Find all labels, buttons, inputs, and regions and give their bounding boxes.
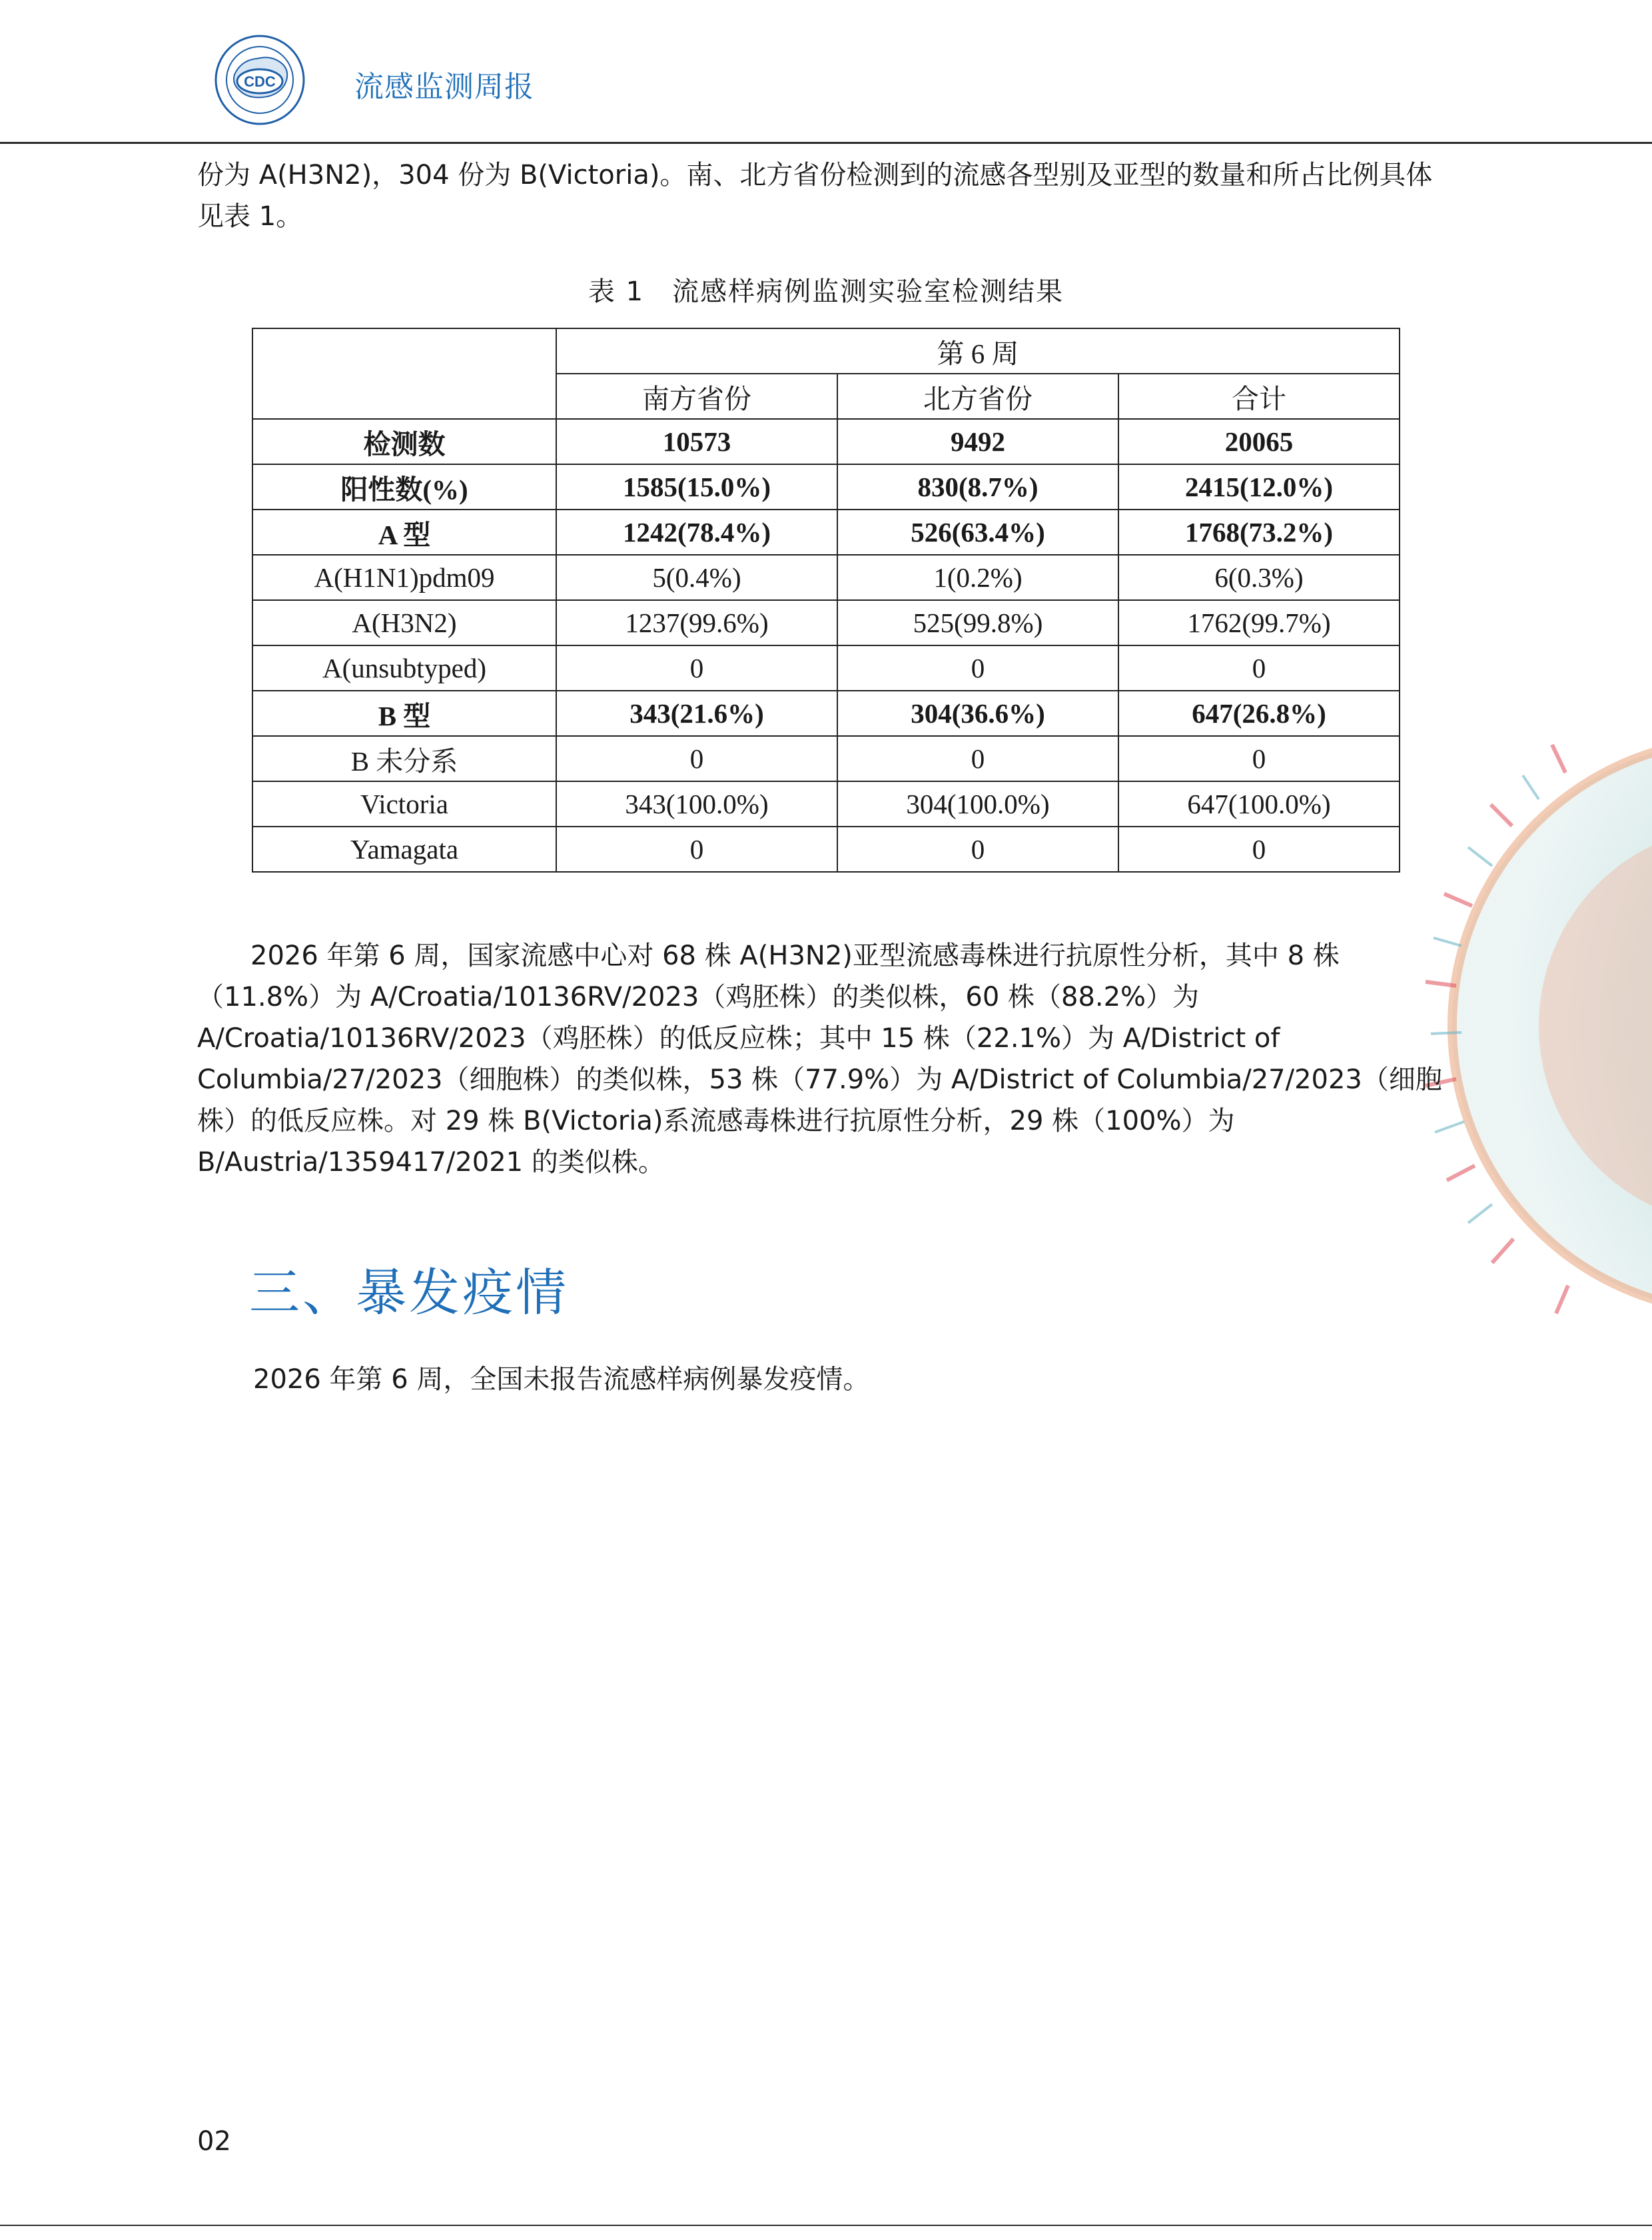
table-cell: 5(0.4%) [556, 555, 837, 600]
column-header: 合计 [1118, 374, 1400, 419]
table-cell: 1768(73.2%) [1118, 510, 1400, 555]
table-cell: 9492 [837, 419, 1118, 464]
intro-paragraph: 份为 A(H3N2)，304 份为 B(Victoria)。南、北方省份检测到的流感各型别及亚型的数量和所占比例具体见表 1。 [197, 160, 1433, 232]
table-cell: 10573 [556, 419, 837, 464]
table-cell: 6(0.3%) [1118, 555, 1400, 600]
table-row [252, 419, 1400, 464]
table-row [252, 736, 1400, 781]
table-cell: 20065 [1118, 419, 1400, 464]
column-header: 北方省份 [837, 374, 1118, 419]
table-row [252, 645, 1400, 691]
table-cell: 830(8.7%) [837, 464, 1118, 510]
table-cell: 647(26.8%) [1118, 691, 1400, 736]
table-cell: 343(21.6%) [556, 691, 837, 736]
table-cell: 0 [1118, 736, 1400, 781]
table-cell: 0 [556, 645, 837, 691]
table-cell: 1(0.2%) [837, 555, 1118, 600]
table-cell: 1585(15.0%) [556, 464, 837, 510]
table-cell: 0 [837, 827, 1118, 872]
table-row [252, 691, 1400, 736]
table-cell: 0 [837, 736, 1118, 781]
table-row [252, 827, 1400, 872]
table-row [252, 464, 1400, 510]
logo-text: CDC [244, 73, 276, 90]
table-cell: 0 [837, 645, 1118, 691]
antigen-analysis-paragraph: 2026 年第 6 周，国家流感中心对 68 株 A(H3N2)亚型流感毒株进行抗原性分析，其中 8 株（11.8%）为 A/Croatia/10136RV/2023（鸡胚株）的类似株，60 株（88.2%）为 A/Croatia/10136RV/2023（鸡胚株）的低反应株；其中 15 株（22.1%）为 A/District of Columbia/27/2023（细胞株）的类似株，53 株（77.9%）为 A/District of Columbia/27/2023（细胞株）的低反应株。对 29 株 B(Victoria)系流感毒株进行抗原性分析，29 株（100%）为 B/Austria/1359417/2021 的类似株。 [197, 940, 1442, 1178]
table-row [252, 600, 1400, 645]
footer-divider [0, 2225, 1652, 2226]
row-label: A(unsubtyped) [252, 645, 556, 691]
column-header: 南方省份 [556, 374, 837, 419]
row-label: 阳性数(%) [252, 464, 556, 510]
row-label: B 未分系 [252, 736, 556, 781]
outbreak-paragraph: 2026 年第 6 周，全国未报告流感样病例暴发疫情。 [253, 1364, 870, 1395]
table-row [252, 781, 1400, 827]
table-corner-cell [252, 328, 556, 419]
page-header [0, 0, 1652, 144]
page-number: 02 [197, 2126, 231, 2157]
table-cell: 1237(99.6%) [556, 600, 837, 645]
table-cell: 304(100.0%) [837, 781, 1118, 827]
table-caption: 表 1 流感样病例监测实验室检测结果 [588, 276, 1064, 307]
table-cell: 343(100.0%) [556, 781, 837, 827]
table-cell: 304(36.6%) [837, 691, 1118, 736]
results-table-container [252, 328, 1400, 873]
table-cell: 2415(12.0%) [1118, 464, 1400, 510]
table-header-row [252, 328, 1400, 374]
table-cell: 525(99.8%) [837, 600, 1118, 645]
row-label: B 型 [252, 691, 556, 736]
table-cell: 526(63.4%) [837, 510, 1118, 555]
table-row [252, 510, 1400, 555]
header-divider [0, 142, 1652, 144]
table-cell: 0 [556, 827, 837, 872]
table-cell: 1242(78.4%) [556, 510, 837, 555]
row-label: A(H3N2) [252, 600, 556, 645]
row-label: 检测数 [252, 419, 556, 464]
row-label: A(H1N1)pdm09 [252, 555, 556, 600]
row-label: Yamagata [252, 827, 556, 872]
table-row [252, 555, 1400, 600]
table-cell: 0 [556, 736, 837, 781]
week-header: 第 6 周 [556, 328, 1400, 374]
section-heading: 三、暴发疫情 [249, 1263, 569, 1322]
lab-results-table [252, 328, 1400, 873]
china-cdc-logo [193, 28, 326, 128]
table-cell: 1762(99.7%) [1118, 600, 1400, 645]
header-title: 流感监测周报 [354, 70, 534, 104]
table-cell: 647(100.0%) [1118, 781, 1400, 827]
table-cell: 0 [1118, 827, 1400, 872]
table-cell: 0 [1118, 645, 1400, 691]
row-label: Victoria [252, 781, 556, 827]
row-label: A 型 [252, 510, 556, 555]
